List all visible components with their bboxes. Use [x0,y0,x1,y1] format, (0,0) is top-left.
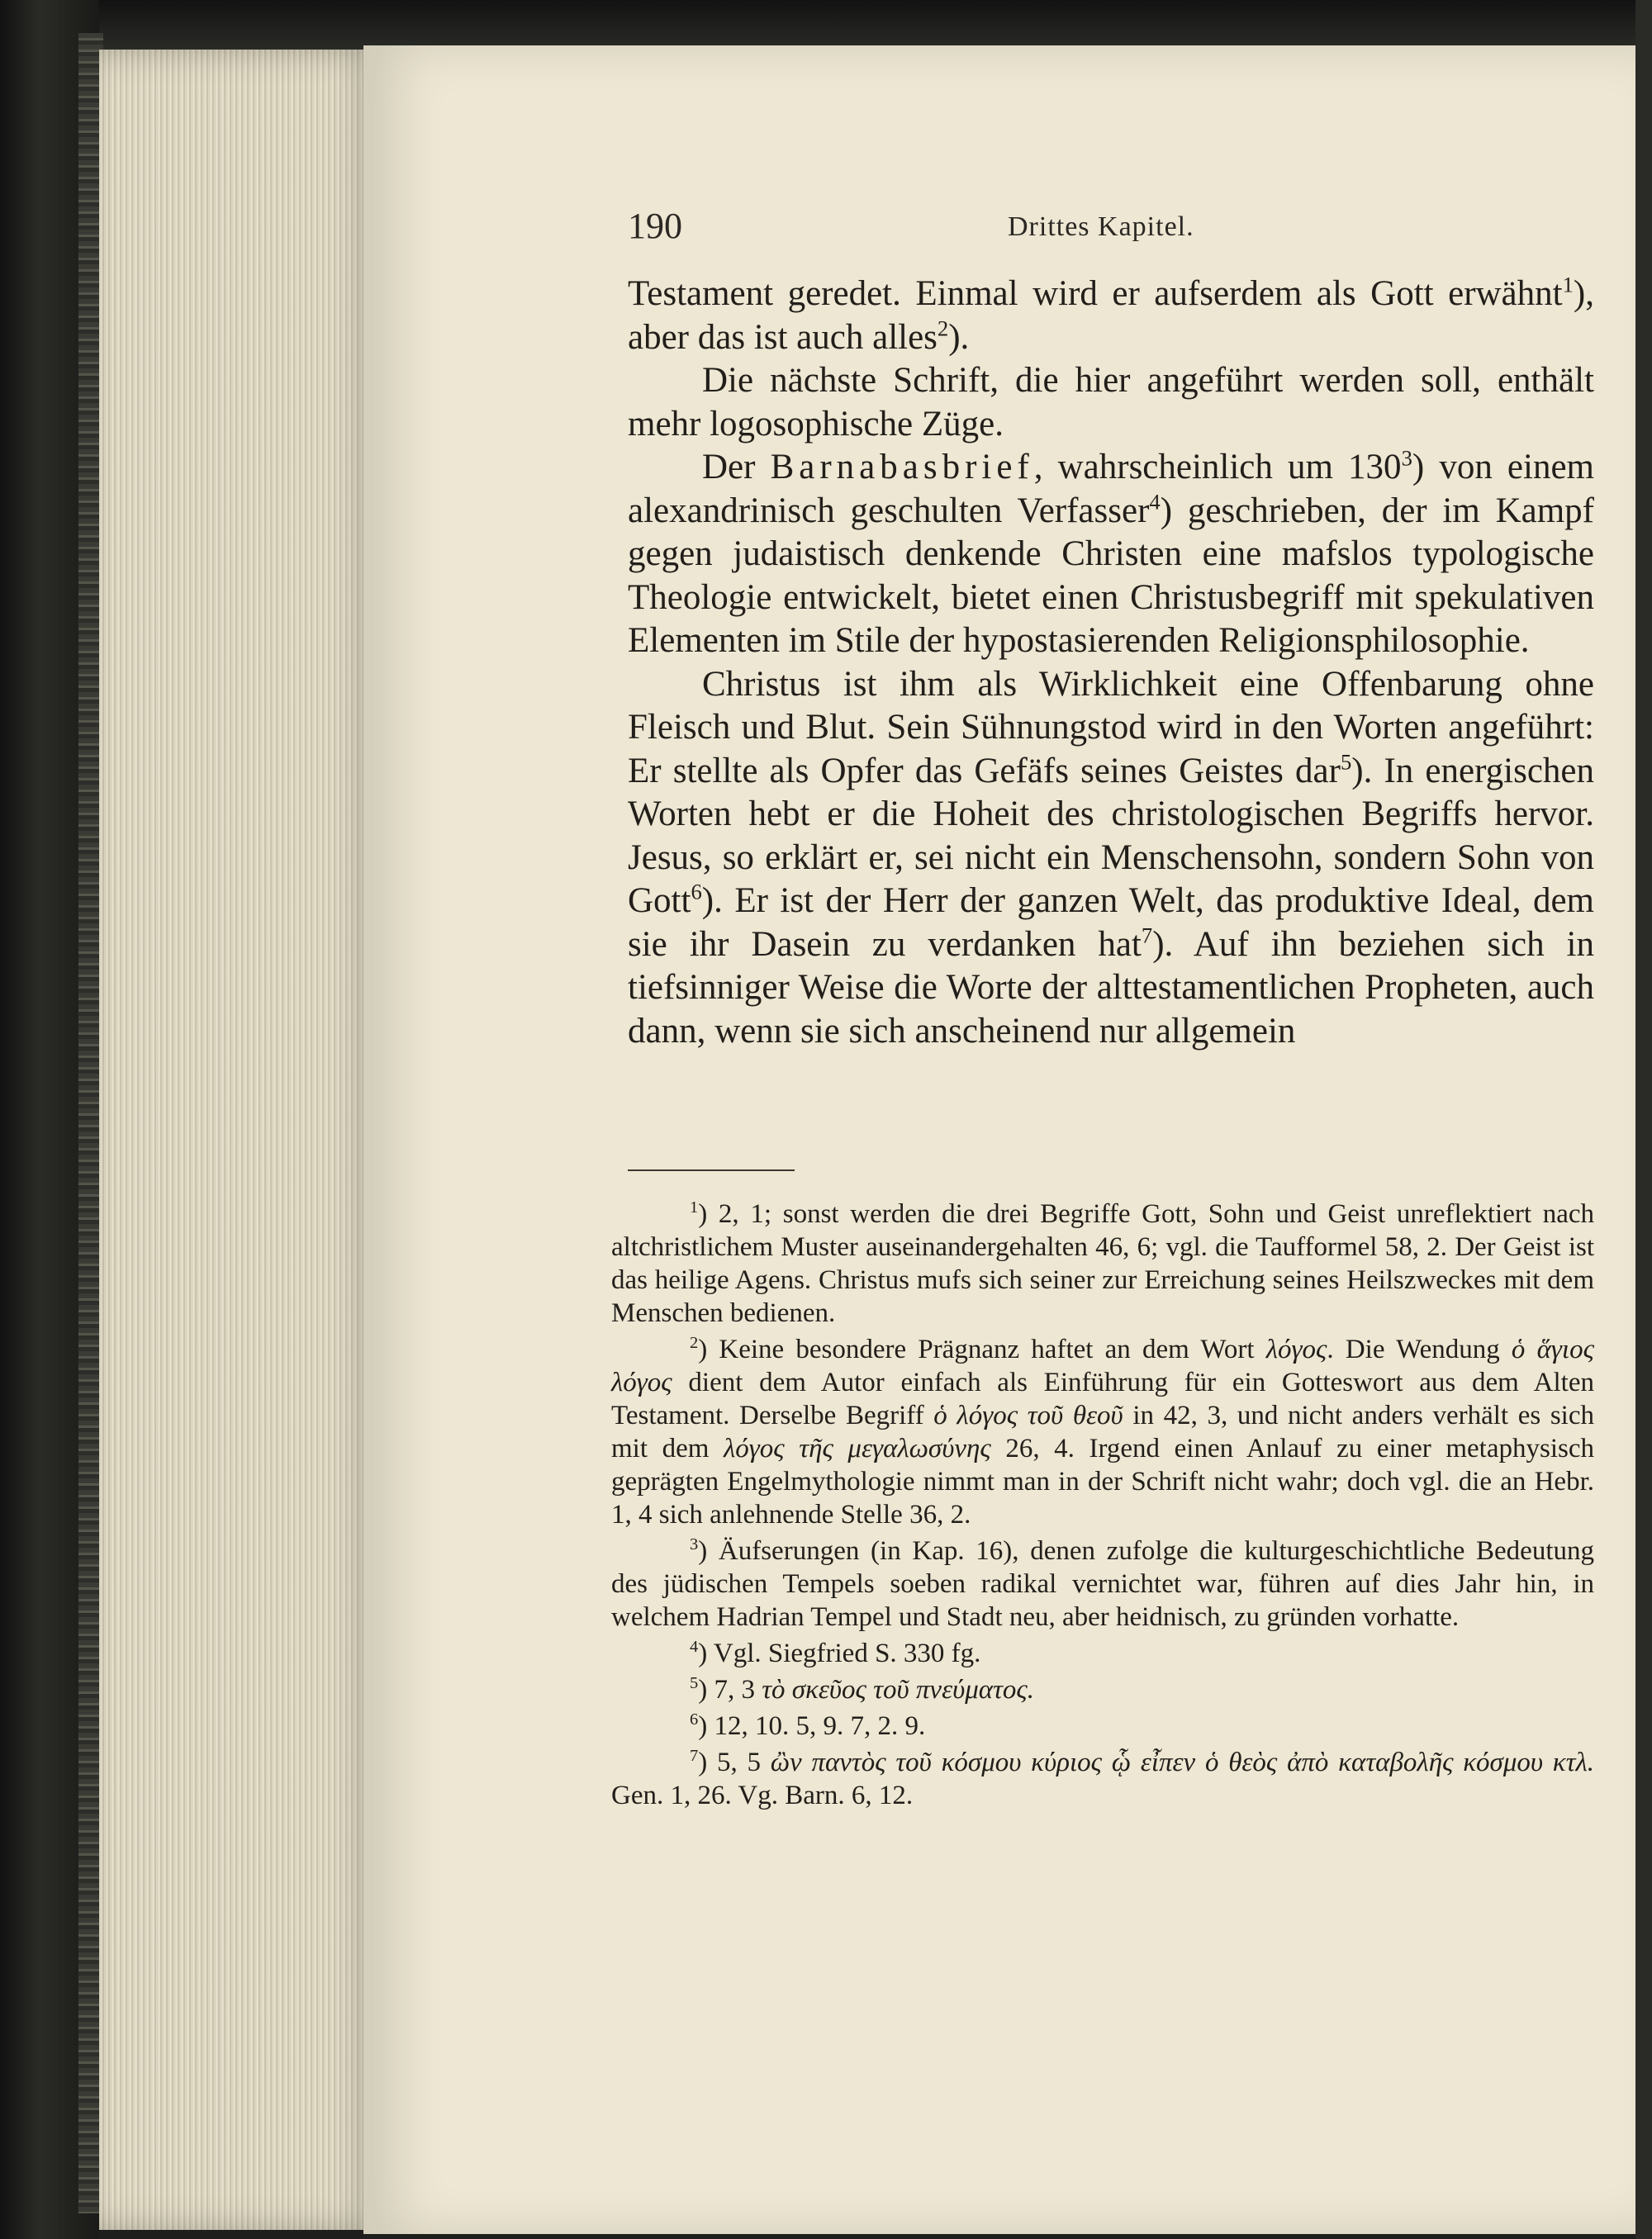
footnote-marker: 5 [1340,749,1352,775]
footnote-marker: 2 [937,315,949,341]
text-run: Gen. 1, 26. Vg. Barn. 6, 12. [611,1781,914,1810]
text-run: dient dem Autor einfach als Einführung für ein Gotteswort aus dem Alten Testament. Derselbe Begriff [611,1368,1594,1430]
footnote [611,1198,1594,1330]
text-run: ), aber das ist auch alles [628,274,1594,357]
text-run: ). In energischen Worten hebt er die Hoheit des christologischen Begriffs hervor. Jesus, so erklärt er, sei nicht ein Menschensohn, sondern Sohn von Gott [628,751,1594,920]
footnote-marker: 7 [1141,923,1153,948]
footnote [611,1746,1594,1812]
text-run: ) Keine besondere Prägnanz haftet an dem Wort [698,1335,1266,1364]
footnote-marker: 7 [690,1747,699,1765]
greek-phrase: τὸ σκεῦος τοῦ πνεύματος. [762,1675,1035,1705]
footnote-rule [628,1169,795,1171]
greek-phrase: λόγος [1265,1335,1327,1364]
footnote-marker: 3 [690,1535,699,1554]
footnote [611,1673,1594,1706]
page-header [628,205,1586,254]
running-head: Drittes Kapitel. [1008,211,1194,242]
footnote [611,1535,1594,1634]
scan-top-edge [0,0,1652,50]
footnote-marker: 2 [690,1334,699,1352]
emphasized-term: Barnabasbrief [770,448,1034,486]
text-run: ). Er ist der Herr der ganzen Welt, das produktive Ideal, dem sie ihr Dasein zu verdanken hat [628,881,1594,964]
body-paragraph [628,663,1594,1054]
text-run: ) 12, 10. 5, 9. 7, 2. 9. [698,1711,926,1741]
text-run: ) von einem alexandrinisch geschulten Verfasser [628,448,1594,530]
text-run: . Die Wendung [1327,1335,1512,1364]
body-paragraph [628,359,1594,446]
footnote-marker: 1 [1562,272,1574,297]
footnote-marker: 3 [1401,445,1412,471]
text-run: ) 7, 3 [698,1675,762,1705]
text-run: ) geschrieben, der im Kampf gegen judaistisch denkende Christen eine mafslos typologische Theologie entwickelt, bietet einen Christusbegriff mit spekulativen Elementen im Stile der hypostasierenden Religionsphilosophie. [628,491,1594,660]
main-text [628,273,1594,1053]
text-run: 26, 4. Irgend einen Anlauf zu einer metaphysisch geprägten Engelmythologie nimmt man in der Schrift nicht wahr; doch vgl. die an Hebr. 1, 4 sich anlehnende Stelle 36, 2. [611,1434,1594,1530]
text-run: ). Auf ihn beziehen sich in tiefsinniger Weise die Worte der alttestamentlichen Propheten, auch dann, wenn sie sich anscheinend nur allgemein [628,924,1594,1051]
text-run: ) 5, 5 [698,1748,771,1777]
page-stack-edges [99,50,380,2230]
text-run: in 42, 3, und nicht anders verhält es sich mit dem [611,1401,1594,1463]
text-run: Testament geredet. Einmal wird er aufserdem als Gott erwähnt [628,274,1563,313]
footnote [611,1333,1594,1531]
text-run: Der [702,448,771,486]
footnote-marker: 4 [690,1638,699,1656]
text-run: Die nächste Schrift, die hier angeführt werden soll, enthält mehr logosophische Züge. [628,361,1594,444]
greek-phrase: ὢν παντὸς τοῦ κόσμου κύριος ᾧ εἶπεν ὁ θεὸς ἀπὸ καταβολῆς κόσμου κτλ. [770,1748,1594,1777]
footnote-marker: 6 [690,1710,699,1729]
footnote-marker: 6 [691,879,702,904]
text-run: ) Äufserungen (in Kap. 16), denen zufolge die kulturgeschichtliche Bedeutung des jüdischen Tempels soeben radikal vernichtet war, führen auf dies Jahr hin, in welchem Hadrian Tempel und Stadt neu, aber heidnisch, zu gründen vorhatte. [611,1536,1594,1632]
footnote-marker: 4 [1149,489,1161,515]
text-run: ) Vgl. Siegfried S. 330 fg. [698,1639,981,1668]
footnote-marker: 1 [690,1198,699,1217]
text-run: , wahrscheinlich um 130 [1033,448,1402,486]
page-number: 190 [628,206,682,246]
body-paragraph [628,446,1594,663]
greek-phrase: ὁ ἅγιος λόγος [611,1335,1594,1397]
footnote [611,1637,1594,1670]
text-run: Christus ist ihm als Wirklichkeit eine Offenbarung ohne Fleisch und Blut. Sein Sühnungstod wird in den Worten angeführt: Er stellte als Opfer das Gefäfs seines Geistes dar [628,664,1594,790]
body-paragraph [628,273,1594,359]
footnote [611,1710,1594,1743]
footnotes [611,1198,1594,1815]
text-run: ) 2, 1; sonst werden die drei Begriffe Gott, Sohn und Geist unreflektiert nach altchristlichem Muster auseinandergehalten 46, 6; vgl. die Taufformel 58, 2. Der Geist ist das heilige Agens. Christus mufs sich seiner zur Erreichung seines Heilszweckes mit dem Menschen bedienen. [611,1199,1594,1328]
footnote-marker: 5 [690,1674,699,1692]
text-run: ). [948,317,970,357]
greek-phrase: λόγος τῆς μεγαλωσύνης [724,1434,991,1463]
scan-right-edge [1635,0,1652,2239]
greek-phrase: ὁ λόγος τοῦ θεοῦ [933,1401,1123,1430]
